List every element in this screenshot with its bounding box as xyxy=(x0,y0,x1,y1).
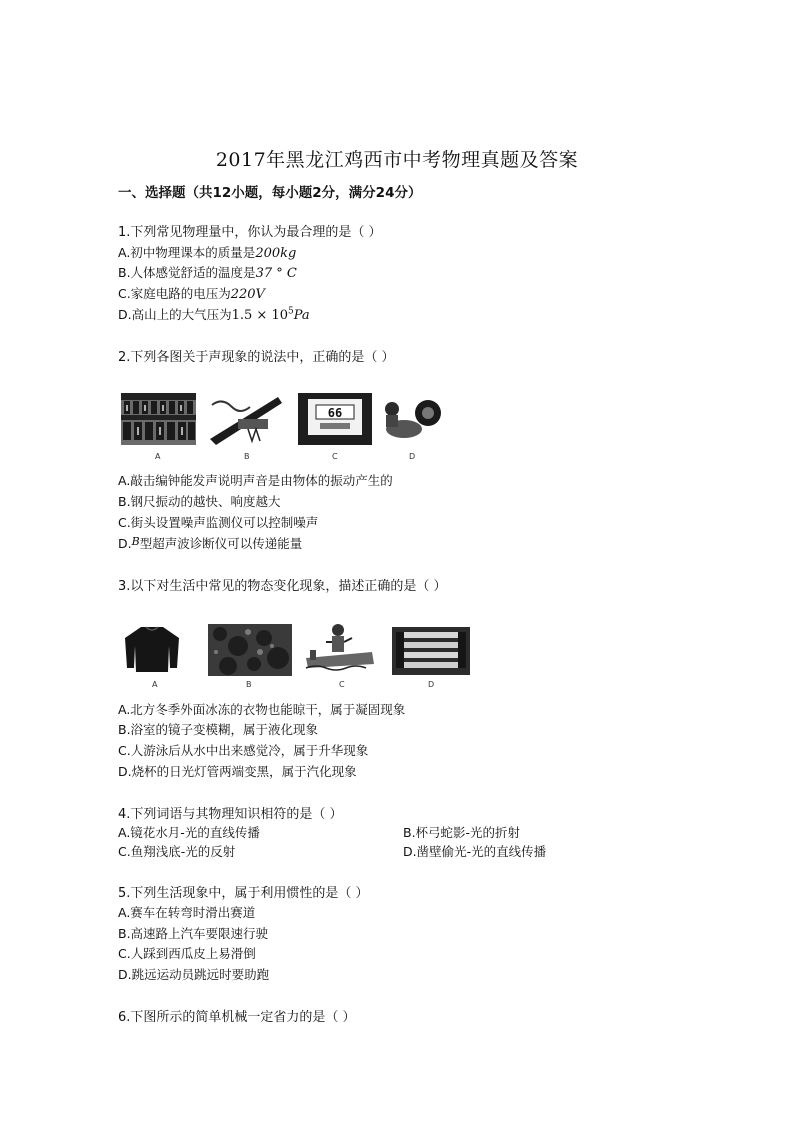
q4-option-b: B.杯弓蛇影-光的折射 xyxy=(403,825,521,840)
q1-option-b-text: B.人体感觉舒适的温度是 xyxy=(118,265,256,280)
q4-option-c: C.鱼翔浅底-光的反射 xyxy=(118,844,236,859)
q2-option-d-symbol: B xyxy=(131,535,140,548)
q1-option-d-exponent: 5 xyxy=(287,306,294,317)
q2-stem: 2.下列各图关于声现象的说法中，正确的是（ ） xyxy=(118,350,395,365)
q1-option-a-value: 200kg xyxy=(255,246,297,261)
page-title: 2017年黑龙江鸡西市中考物理真题及答案 xyxy=(215,149,579,171)
q2-figure-b-steel-ruler xyxy=(208,393,283,445)
q5-option-d: D.跳远运动员跳远时要助跑 xyxy=(118,967,270,982)
q1-option-d-base: 1.5 × 10 xyxy=(231,308,288,323)
q2-option-d xyxy=(118,534,302,552)
q3-figure-a-sweater xyxy=(121,624,183,674)
q3-caption-c: C xyxy=(339,680,345,689)
q1-option-c-value: 220V xyxy=(230,287,265,302)
q1-option-b xyxy=(118,263,297,281)
q2-caption-b: B xyxy=(244,452,250,461)
q2-option-c: C.街头设置噪声监测仪可以控制噪声 xyxy=(118,515,319,530)
q2-monitor-reading: 66 xyxy=(327,406,343,420)
q3-option-a: A.北方冬季外面冰冻的衣物也能晾干，属于凝固现象 xyxy=(118,702,406,717)
q1-option-d-text: D.高山上的大气压为 xyxy=(118,307,232,322)
q5-option-a: A.赛车在转弯时滑出赛道 xyxy=(118,905,256,920)
q2-option-b: B.钢尺振动的越快、响度越大 xyxy=(118,494,281,509)
q1-option-d-value xyxy=(232,308,310,323)
q4-option-a: A.镜花水月-光的直线传播 xyxy=(118,825,260,840)
q3-caption-d: D xyxy=(428,680,435,689)
q2-option-d-text: 型超声波诊断仪可以传递能量 xyxy=(139,536,303,551)
q4-option-d: D.凿壁偷光-光的直线传播 xyxy=(403,844,547,859)
q5-option-b: B.高速路上汽车要限速行驶 xyxy=(118,926,269,941)
q1-option-d-unit: Pa xyxy=(293,308,310,323)
q3-option-c: C.人游泳后从水中出来感觉冷，属于升华现象 xyxy=(118,743,369,758)
q3-stem: 3.以下对生活中常见的物态变化现象，描述正确的是（ ） xyxy=(118,579,447,594)
q3-figure-b-fogged-mirror xyxy=(208,624,292,676)
q1-option-a xyxy=(118,243,296,261)
q1-stem: 1.下列常见物理量中，你认为最合理的是（ ） xyxy=(118,225,382,240)
q1-option-d xyxy=(118,305,310,323)
q4-stem: 4.下列词语与其物理知识相符的是（ ） xyxy=(118,807,343,822)
q2-option-d-prefix: D. xyxy=(118,536,132,551)
q1-option-a-text: A.初中物理课本的质量是 xyxy=(118,245,256,260)
section-heading: 一、选择题（共12小题，每小题2分，满分24分） xyxy=(118,185,422,201)
q5-option-c: C.人踩到西瓜皮上易滑倒 xyxy=(118,946,256,961)
q2-caption-c: C xyxy=(332,452,338,461)
q2-caption-a: A xyxy=(155,452,161,461)
q1-option-c xyxy=(118,284,265,302)
q1-option-c-text: C.家庭电路的电压为 xyxy=(118,286,231,301)
q2-caption-d: D xyxy=(409,452,416,461)
q3-caption-b: B xyxy=(246,680,252,689)
q3-option-d: D.烧杯的日光灯管两端变黑，属于汽化现象 xyxy=(118,764,357,779)
q2-option-a: A.敲击编钟能发声说明声音是由物体的振动产生的 xyxy=(118,473,393,488)
q5-stem: 5.下列生活现象中，属于利用惯性的是（ ） xyxy=(118,886,369,901)
q3-figure-d-fluorescent-tube xyxy=(392,627,470,675)
q3-option-b: B.浴室的镜子变模糊，属于液化现象 xyxy=(118,722,319,737)
q3-figure-c-swimmer xyxy=(300,622,376,676)
q3-caption-a: A xyxy=(152,680,158,689)
q6-stem: 6.下图所示的简单机械一定省力的是（ ） xyxy=(118,1010,356,1025)
q2-figure-a-chime-bells xyxy=(121,393,196,445)
q1-option-b-value: 37 ° C xyxy=(255,266,297,281)
q2-figure-d-ultrasound xyxy=(380,393,444,445)
q2-figure-c-noise-monitor xyxy=(298,393,372,445)
